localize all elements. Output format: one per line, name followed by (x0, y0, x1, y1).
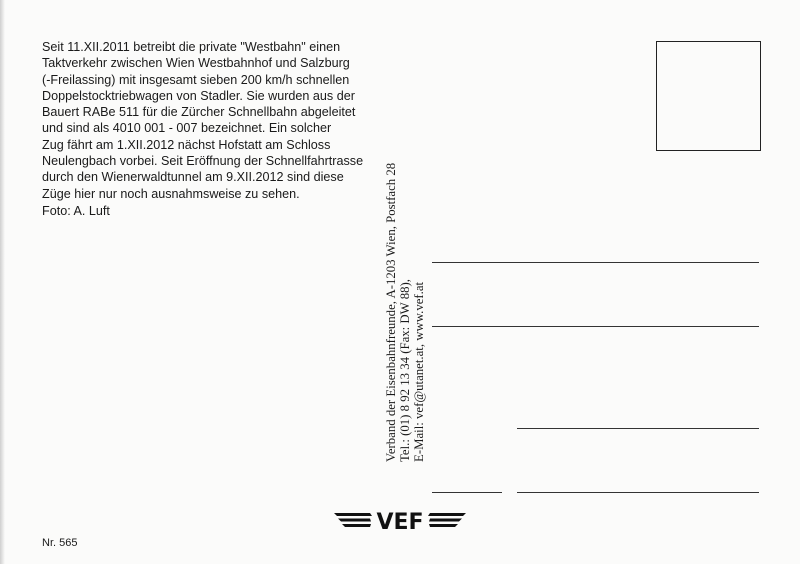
description-line: Doppelstocktriebwagen von Stadler. Sie wurden aus der (42, 88, 355, 103)
publisher-info (384, 102, 434, 462)
description-line: durch den Wienerwaldtunnel am 9.XII.2012 sind diese (42, 170, 344, 185)
photo-description (42, 39, 387, 202)
vef-logo-text: VEF (376, 510, 424, 532)
description-line: Bauert RABe 511 für die Zürcher Schnellbahn abgeleitet (42, 105, 356, 120)
city-line (517, 492, 759, 493)
description-line: Züge hier nur noch ausnahmsweise zu sehen. (42, 186, 300, 201)
description-line: und sind als 4010 001 - 007 bezeichnet. Ein solcher (42, 121, 332, 136)
address-line-3 (517, 428, 759, 429)
publisher-contact-line: E-Mail: vef@utanet.at, www.vef.at (412, 281, 426, 462)
postcode-line (432, 492, 502, 493)
publisher-name-line: Verband der Eisenbahnfreunde, A-1203 Wien, Postfach 28 (384, 162, 398, 462)
card-edge-shadow (0, 0, 5, 564)
description-line: Taktverkehr zwischen Wien Westbahnhof und Salzburg (42, 56, 350, 71)
stamp-box (656, 41, 761, 151)
description-line: Neulengbach vorbei. Seit Eröffnung der Schnellfahrtrasse (42, 154, 364, 169)
card-number: Nr. 565 (42, 537, 78, 549)
photo-credit: Foto: A. Luft (42, 204, 110, 218)
description-line: Seit 11.XII.2011 betreibt die private "Westbahn" einen (42, 40, 341, 54)
publisher-phone-line: Tel.: (01) 8 92 13 34 (Fax: DW 88), (398, 279, 412, 462)
description-line: Zug fährt am 1.XII.2012 nächst Hofstatt am Schloss (42, 137, 331, 152)
description-line: (-Freilassing) mit insgesamt sieben 200 km/h schnellen (42, 72, 350, 87)
address-line-2 (432, 326, 759, 327)
address-line-1 (432, 262, 759, 263)
vef-logo (334, 508, 466, 532)
